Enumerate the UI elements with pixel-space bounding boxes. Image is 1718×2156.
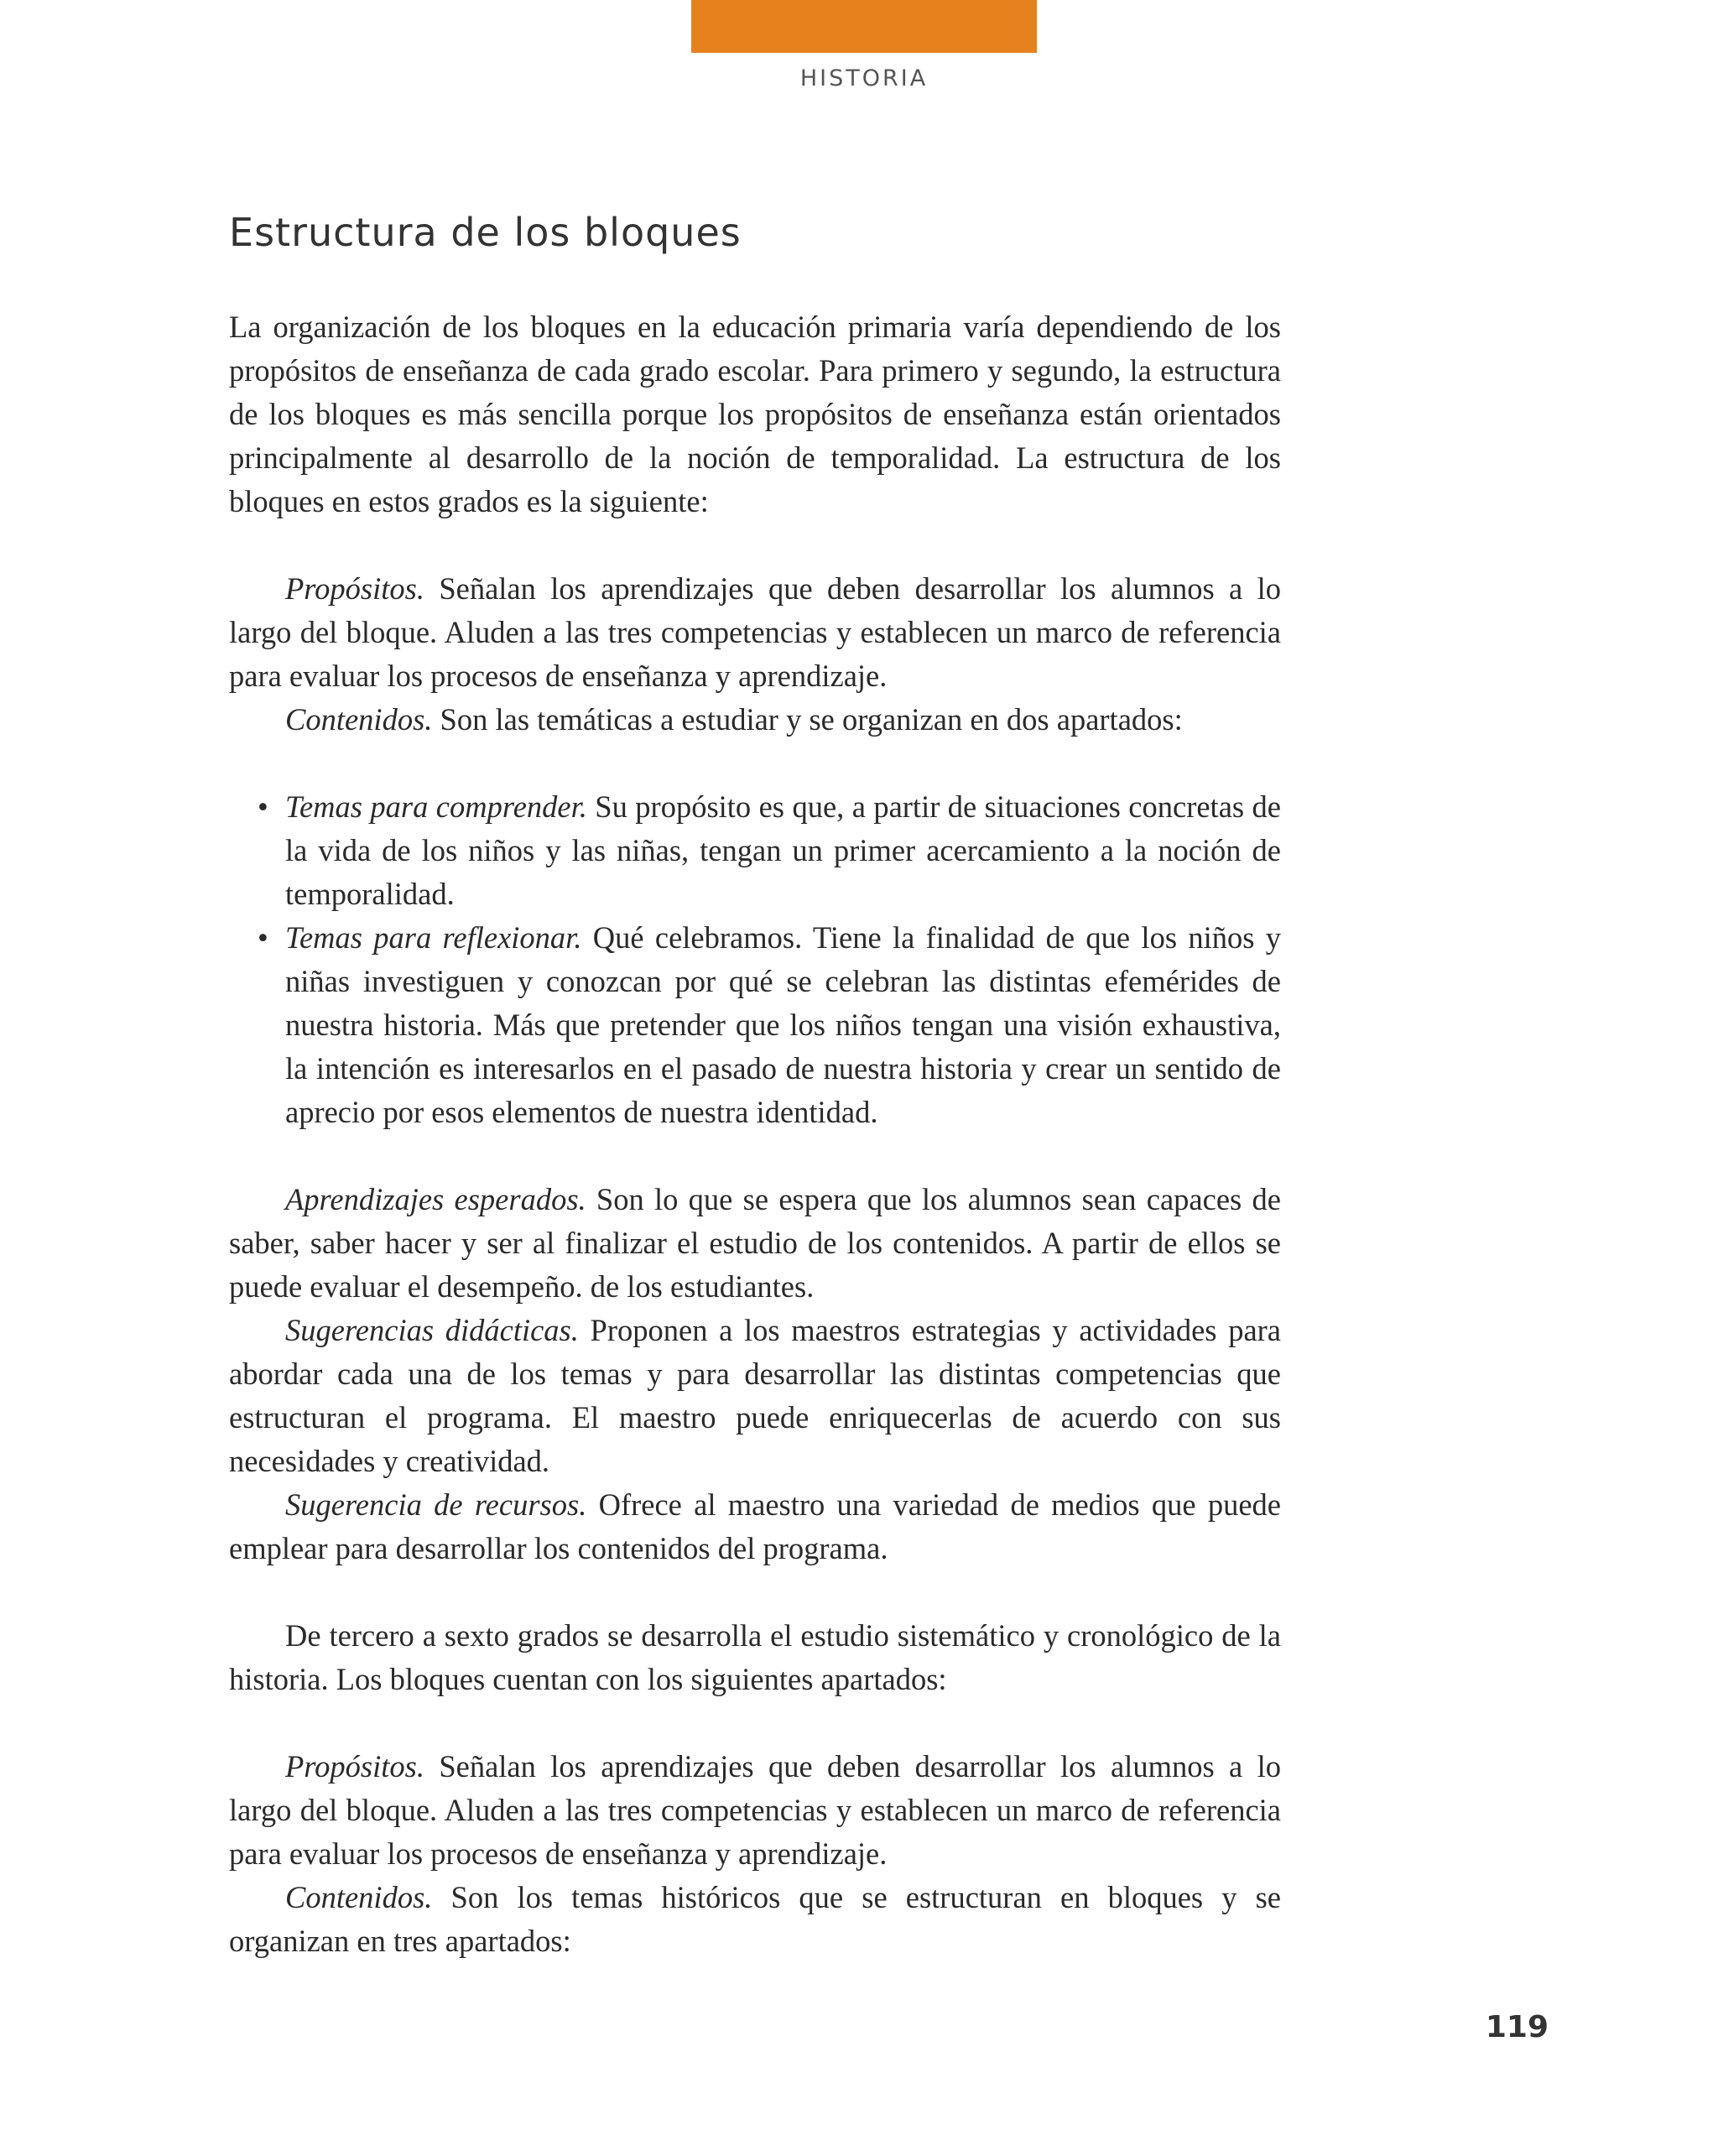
propositos-text: Señalan los aprendizajes que deben desarrollar los alumnos a lo largo del bloque. Aluden a las tres competencias y establecen un marco de referencia para evaluar los procesos de enseñanza y aprendizaje. (229, 571, 1281, 693)
term-sugerencias: Sugerencias didácticas. (285, 1313, 579, 1347)
list-item (258, 916, 1281, 1134)
tercero-paragraph: De tercero a sexto grados se desarrolla el estudio sistemático y cronológico de la historia. Los bloques cuentan con los siguientes apartados: (229, 1618, 1281, 1696)
contenidos-paragraph-1 (229, 698, 1281, 742)
intro-paragraph: La organización de los bloques en la educación primaria varía dependiendo de los propósitos de enseñanza de cada grado escolar. Para primero y segundo, la estructura de los bloques es más sencilla porque los propósitos de enseñanza están orientados principalmente al desarrollo de la noción de temporalidad. La estructura de los bloques en estos grados es la siguiente: (229, 310, 1281, 518)
propositos-paragraph-2 (229, 1745, 1281, 1876)
sugerencias-text: Proponen a los maestros estrategias y actividades para abordar cada una de los temas y para desarrollar las distintas competencias que estructuran el programa. El maestro puede enriquecerlas de acuerdo con sus necesidades y creatividad. (229, 1313, 1281, 1478)
list-item (258, 785, 1281, 916)
section-title: Estructura de los bloques (229, 210, 742, 255)
contenidos-text: Son los temas históricos que se estructuran en bloques y se organizan en tres apartados: (229, 1880, 1281, 1958)
contenidos-paragraph-2 (229, 1876, 1281, 1963)
list-item-text: Qué celebramos. Tiene la finalidad de que los niños y niñas investiguen y conozcan por qué se celebran las distintas efemérides de nuestra historia. Más que pretender que los niños tengan una visión exhaustiva, la intención es interesarlos en el pasado de nuestra historia y crear un sentido de aprecio por esos elementos de nuestra identidad. (285, 920, 1281, 1129)
running-head: HISTORIA (799, 65, 929, 91)
term-contenidos: Contenidos. (285, 702, 433, 737)
list-item-text: Su propósito es que, a partir de situaciones concretas de la vida de los niños y las niñas, tengan un primer acercamiento a la noción de temporalidad. (285, 789, 1281, 911)
term-propositos: Propósitos. (285, 571, 424, 606)
term-recursos: Sugerencia de recursos. (285, 1487, 587, 1522)
sugerencias-paragraph (229, 1309, 1281, 1483)
term-aprendizajes: Aprendizajes esperados. (285, 1182, 586, 1216)
topics-list (229, 785, 1281, 1134)
term-contenidos: Contenidos. (285, 1880, 433, 1914)
term-temas-reflexionar: Temas para reflexionar. (285, 920, 582, 955)
term-propositos: Propósitos. (285, 1749, 424, 1784)
propositos-paragraph-1 (229, 567, 1281, 698)
bullet-marker: • (258, 789, 268, 824)
recursos-text: Ofrece al maestro una variedad de medios que puede emplear para desarrollar los contenidos del programa. (229, 1487, 1281, 1565)
header-tab (691, 0, 1037, 53)
page-number: 119 (1485, 2010, 1549, 2044)
recursos-paragraph (229, 1483, 1281, 1570)
term-temas-comprender: Temas para comprender. (285, 789, 587, 824)
propositos-text: Señalan los aprendizajes que deben desarrollar los alumnos a lo largo del bloque. Aluden a las tres competencias y establecen un marco de referencia para evaluar los procesos de enseñanza y aprendizaje. (229, 1749, 1281, 1871)
aprendizajes-text: Son lo que se espera que los alumnos sean capaces de saber, saber hacer y ser al finalizar el estudio de los contenidos. A partir de ellos se puede evaluar el desempeño. de los estudiantes. (229, 1182, 1281, 1304)
body-text (229, 305, 1281, 1963)
aprendizajes-paragraph (229, 1178, 1281, 1309)
bullet-marker: • (258, 920, 268, 955)
contenidos-text: Son las temáticas a estudiar y se organizan en dos apartados: (432, 702, 1183, 737)
